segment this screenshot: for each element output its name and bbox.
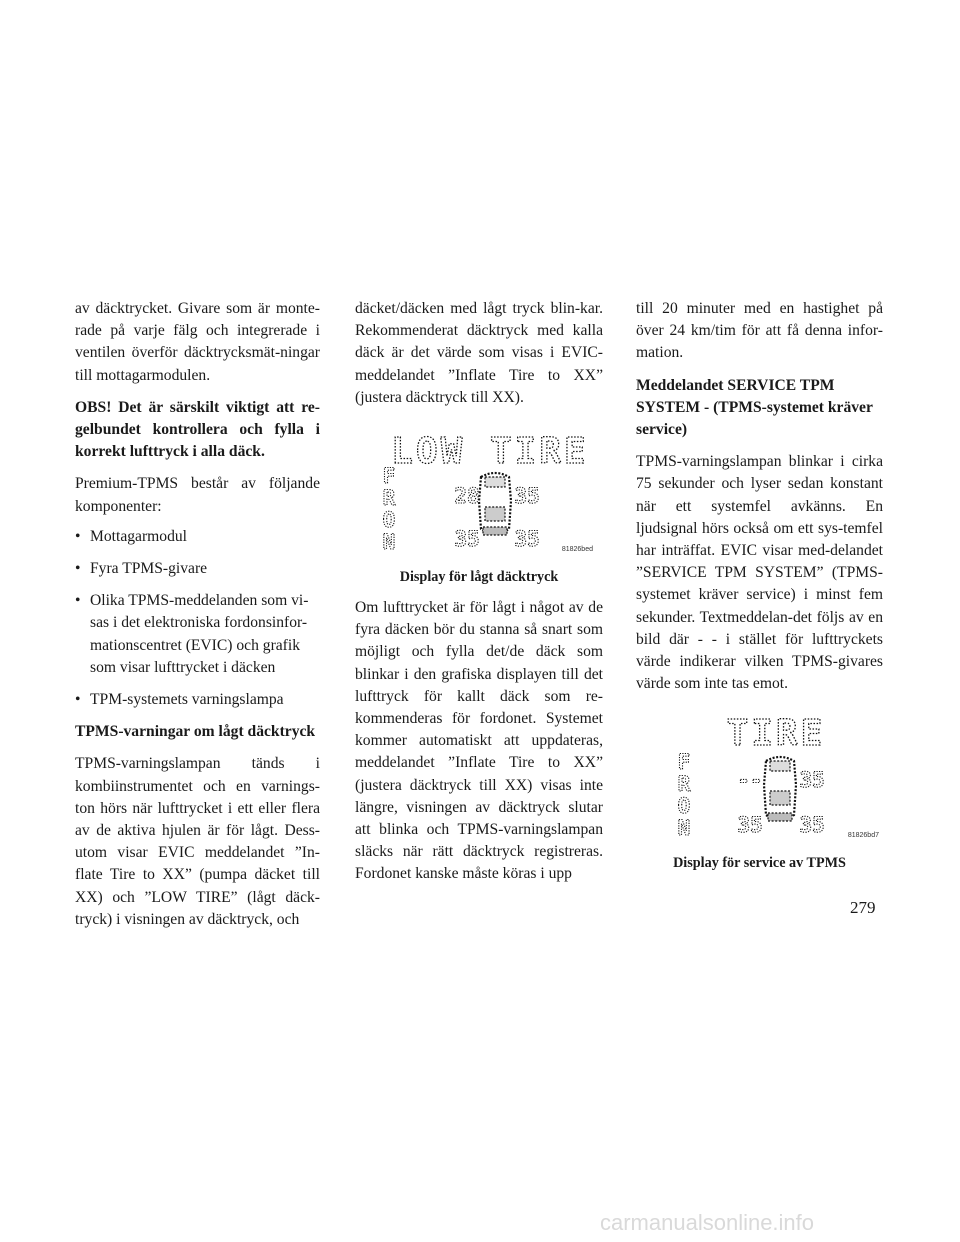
front-right-pressure: 35	[514, 484, 540, 509]
svg-text:N: N	[677, 816, 691, 841]
rear-right-pressure: 35	[514, 527, 540, 552]
rear-right-pressure: 35	[799, 813, 825, 838]
paragraph: till 20 minuter med en hastighet på över 24 km/tim för att få denna infor-mation.	[636, 300, 883, 362]
figure-code: 81826bed	[561, 546, 593, 554]
paragraph: Premium-TPMS består av följande komponenter:	[75, 475, 320, 515]
svg-text:N: N	[382, 530, 396, 555]
svg-text:O: O	[677, 794, 691, 819]
low-tire-display-graphic	[355, 419, 603, 559]
paragraph: TPMS-varningslampan blinkar i cirka 75 sekunder och lyser sedan konstant när ett systemfel avkänns. En ljudsignal hörs också om ett sys-temfel har inträffat. EVIC visar med-delandet ”SERVICE TPM SYSTEM” (TPMS-systemet kräver service) i minst fem sekunder. Textmeddelan-det följs av en bild där - - i stället för lufttryckets värde indikerar vilken TPMS-givares värde som inte tas emot.	[636, 453, 883, 693]
figure-code: 81826bd7	[847, 832, 879, 840]
note-paragraph: OBS! Det är särskilt viktigt att re-gelbundet kontrollera och fylla i korrekt lufttryck i alla däck.	[75, 398, 320, 461]
list-item: • TPM-systemets varningslampa	[75, 689, 320, 711]
bullet-icon: •	[75, 527, 81, 545]
list-item: • Olika TPMS-meddelanden som vi-sas i det elektroniska fordonsinfor-mationscentret (EVIC) och grafik som visar lufttrycket i däcken	[75, 592, 309, 676]
display-title: TIRE	[726, 713, 826, 755]
service-tpms-display-figure	[636, 705, 883, 845]
front-right-pressure: 35	[799, 768, 825, 793]
text-column-2	[355, 298, 603, 896]
low-tire-display-figure	[355, 419, 603, 559]
bullet-icon: •	[75, 560, 81, 578]
list-item: • Fyra TPMS-givare	[75, 558, 320, 580]
front-left-pressure: 28	[454, 484, 480, 509]
car-top-view-icon	[764, 757, 796, 821]
page-number: 279	[850, 898, 876, 917]
text-column-3	[636, 298, 883, 883]
svg-text:O: O	[382, 508, 396, 533]
bullet-icon: •	[75, 592, 81, 610]
text-column-1	[75, 298, 320, 941]
paragraph: däcket/däcken med lågt tryck blin-kar. Rekommenderat däcktryck med kalla däck är det värde som visas i EVIC-meddelandet ”Inflate Tire to XX” (justera däcktryck till XX).	[355, 300, 603, 406]
list-item: • Mottagarmodul	[75, 526, 320, 548]
section-heading: TPMS-varningar om lågt däcktryck	[75, 723, 316, 741]
svg-text:F: F	[677, 750, 691, 775]
svg-text:R: R	[382, 486, 396, 511]
rear-left-pressure: 35	[737, 813, 763, 838]
front-left-pressure: --	[737, 768, 763, 793]
bullet-icon: •	[75, 691, 81, 709]
section-heading: Meddelandet SERVICE TPM SYSTEM - (TPMS-systemet kräver service)	[636, 376, 873, 439]
figure-caption: Display för service av TPMS	[673, 855, 846, 872]
svg-text:F: F	[382, 464, 396, 489]
display-title: LOW TIRE	[391, 431, 589, 473]
watermark: carmanualsonline.info	[600, 1210, 815, 1235]
paragraph: TPMS-varningslampan tänds i kombiinstrumentet och en varnings-ton hörs när lufttrycket i ett eller flera av de aktiva hjulen är för lågt. Dess-utom visar EVIC meddelandet ”In-flate Tire to XX” (pumpa däcket till XX) och ”LOW TIRE” (lågt däck-tryck) i visningen av däcktryck, och	[75, 755, 320, 928]
component-list	[75, 526, 320, 711]
figure-caption: Display för lågt däcktryck	[399, 569, 559, 586]
svg-text:R: R	[677, 772, 691, 797]
car-top-view-icon	[479, 473, 511, 535]
service-tpms-display-graphic	[636, 705, 883, 845]
rear-left-pressure: 35	[454, 527, 480, 552]
paragraph: Om lufttrycket är för lågt i något av de fyra däcken bör du stanna så snart som möjligt och fylla det/de däck som blinkar i den grafiska displayen till det lufttryck för kallt däck som re-kommenderas för fordonet. Systemet kommer automatiskt att uppdateras, meddelandet ”Inflate Tire to XX” (justera däcktryck till XX) visas inte längre, visningen av däcktryck slutar att blinka och TPMS-varningslampan släcks när rätt däcktryck registreras. Fordonet kanske måste köras i upp	[355, 599, 603, 883]
paragraph: av däcktrycket. Givare som är monte-rade på varje fälg och integrerade i ventilen överför däcktrycksmät-ningar till mottagarmodulen.	[75, 300, 320, 384]
